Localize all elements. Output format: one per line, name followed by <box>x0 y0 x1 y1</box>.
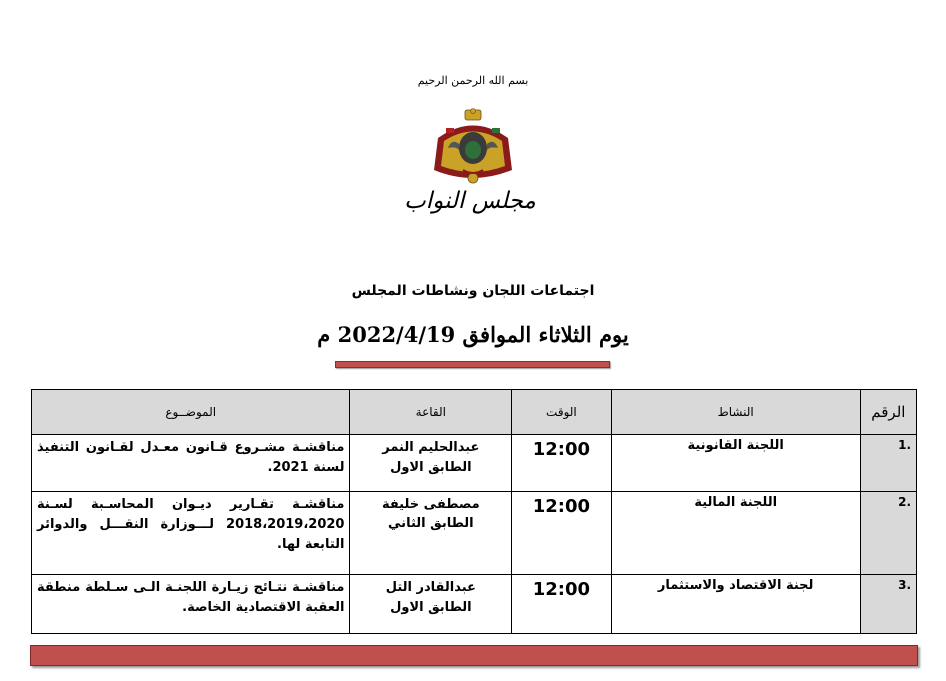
page-subtitle: اجتماعات اللجان ونشاطات المجلس <box>351 283 595 299</box>
row-time: 12:00 <box>512 491 611 574</box>
basmala: بسم الله الرحمن الرحيم <box>417 74 529 87</box>
schedule-table <box>31 389 917 634</box>
hall-name: مصطفى خليفة <box>381 496 480 512</box>
row-number: .3 <box>860 575 916 634</box>
hall-name: عبدالقادر التل <box>385 580 476 596</box>
parliament-logo-text: مجلس النواب <box>404 188 536 214</box>
row-number: .2 <box>860 491 916 574</box>
row-time: 12:00 <box>512 575 611 634</box>
table-header-row <box>32 390 917 435</box>
column-header-activity: النشاط <box>611 390 860 435</box>
row-number: .1 <box>860 435 916 492</box>
row-hall <box>350 435 512 492</box>
footer-bar <box>30 645 918 666</box>
column-header-hall: القاعة <box>350 390 512 435</box>
row-activity: اللجنة المالية <box>611 491 860 574</box>
table-row <box>32 575 917 634</box>
row-hall <box>350 491 512 574</box>
row-topic: مناقشـة نتـائج زيـارة اللجنـة الـى سـلطة منطقة العقبة الاقتصادية الخاصة. <box>32 575 350 634</box>
row-topic: مناقشـة تقـارير ديـوان المحاسـبة لسـنة 2018،2019،2020 لـــوزارة النقـــل والدوائر التابعة لها. <box>32 491 350 574</box>
jordan-crest-emblem <box>428 108 518 188</box>
row-topic: مناقشـة مشـروع قـانون معـدل لقـانون التنفيذ لسنة 2021. <box>32 435 350 492</box>
row-activity: اللجنة القانونية <box>611 435 860 492</box>
row-hall <box>350 575 512 634</box>
row-activity: لجنة الاقتصاد والاستثمار <box>611 575 860 634</box>
column-header-topic: الموضــوع <box>32 390 350 435</box>
page-title: يوم الثلاثاء الموافق 2022/4/19 م <box>317 322 629 347</box>
table-row <box>32 491 917 574</box>
table-row <box>32 435 917 492</box>
hall-floor: الطابق الاول <box>390 459 472 475</box>
title-underline-bar <box>335 361 610 368</box>
hall-floor: الطابق الاول <box>390 599 472 615</box>
column-header-time: الوقت <box>512 390 611 435</box>
column-header-number: الرقم <box>860 390 916 435</box>
row-time: 12:00 <box>512 435 611 492</box>
hall-name: عبدالحليم النمر <box>382 440 480 455</box>
hall-floor: الطابق الثاني <box>388 516 474 532</box>
